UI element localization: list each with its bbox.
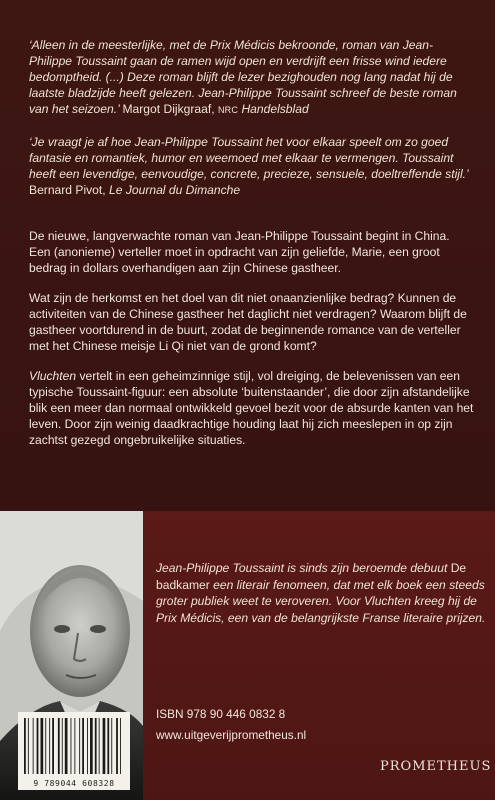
barcode-bar bbox=[62, 718, 63, 774]
barcode-bar bbox=[87, 718, 88, 774]
blurb-paragraph bbox=[29, 368, 474, 448]
quote-author: Bernard Pivot, bbox=[29, 183, 106, 197]
barcode-bar bbox=[116, 718, 118, 774]
barcode-bar bbox=[103, 718, 106, 774]
bio-text: een literair fenomeen, dat met elk boek een steeds groter publiek weet te veroveren. Voor Vluchten kreeg hij de Prix Médicis, een van de belangrijkste Franse literaire prijzen. bbox=[156, 577, 486, 625]
book-title: Vluchten bbox=[29, 369, 77, 383]
barcode-digits: 9 789044 608328 bbox=[33, 779, 115, 788]
review-quote bbox=[29, 134, 474, 198]
review-quote bbox=[29, 37, 474, 118]
author-bio bbox=[156, 560, 486, 626]
barcode-bar bbox=[90, 718, 93, 774]
blurb-paragraph-text: vertelt in een geheimzinnige stijl, vol dreiging, de belevenissen van een typische Toussaint-figuur: een absolute ‘buitenstaander’, die door zijn afstandelijke blik een meer dan normaal ontwikkeld gevoel bezit voor de absurde kanten van het leven. Door zijn weinig daadkrachtige houding laat hij zich meeslepen in op zijn zachtst gezegd ongebruikelijke situaties. bbox=[29, 369, 474, 447]
barcode bbox=[18, 712, 130, 790]
barcode-bar bbox=[111, 718, 112, 774]
bio-text: Jean-Philippe Toussaint is sinds zijn beroemde debuut bbox=[156, 561, 451, 575]
barcode-bar bbox=[82, 718, 84, 774]
barcode-bar bbox=[52, 718, 54, 774]
barcode-bars bbox=[18, 712, 130, 778]
barcode-bar bbox=[65, 718, 68, 774]
barcode-bar bbox=[49, 718, 50, 774]
quote-text: ‘Alleen in de meesterlijke, met de Prix Médicis bekroonde, roman van Jean-Philippe Toussaint gaan de ramen wijd open en verdrijft een frisse wind iedere bedomptheid. (...) Deze roman blijft de lezer bezighouden nog lang nadat hij de laatste bladzijde heeft gelezen. Jean-Philippe Toussaint schreef de beste roman van het seizoen.’ bbox=[29, 38, 457, 116]
barcode-bar bbox=[58, 718, 60, 774]
blurb-paragraph: Wat zijn de herkomst en het doel van dit niet onaanzienlijke bedrag? Kunnen de activiteiten van de Chinese gastheer het daglicht niet verdragen? Waarom blijft de gastheer voortdurend in de buurt, zodat de beginnende romance van de verteller met het Chinese meisje Li Qi niet van de grond komt? bbox=[29, 291, 467, 353]
blurb-paragraph: De nieuwe, langverwachte roman van Jean-Philippe Toussaint begint in China. Een (anonieme) verteller moet in opdracht van zijn geliefde, Marie, een groot bedrag in dollars overhandigen aan zijn Chinese gastheer. bbox=[29, 229, 450, 275]
barcode-bar bbox=[120, 718, 121, 774]
quote-source: Le Journal du Dimanche bbox=[109, 183, 241, 197]
barcode-bar bbox=[41, 718, 44, 774]
barcode-bar bbox=[79, 718, 80, 774]
barcode-bar bbox=[33, 718, 34, 774]
barcode-bar bbox=[74, 718, 75, 774]
barcode-bar bbox=[95, 718, 97, 774]
isbn: ISBN 978 90 446 0832 8 bbox=[156, 707, 286, 721]
quote-text: ‘Je vraagt je af hoe Jean-Philippe Toussaint het voor elkaar speelt om zo goed fantasie en romantiek, humor en weemoed met elkaar te vermengen. Toussaint heeft een levendige, eenvoudige, concrete, precieze, sensuele, doeltreffende stijl.’ bbox=[29, 135, 469, 181]
debut-title: De badkamer bbox=[156, 561, 467, 592]
publisher-url[interactable]: www.uitgeverijprometheus.nl bbox=[156, 728, 307, 742]
barcode-bar bbox=[24, 718, 26, 774]
publisher-logo: PROMETHEUS bbox=[380, 759, 492, 774]
quote-source: Handelsblad bbox=[241, 102, 309, 116]
barcode-bar bbox=[28, 718, 29, 774]
barcode-bar bbox=[99, 718, 100, 774]
barcode-bar bbox=[37, 718, 39, 774]
review-quotes bbox=[29, 37, 474, 214]
barcode-bar bbox=[107, 718, 109, 774]
quote-source-prefix: NRC bbox=[217, 105, 239, 115]
blurb bbox=[29, 228, 474, 462]
barcode-bar bbox=[45, 718, 46, 774]
barcode-bar bbox=[71, 718, 72, 774]
quote-author: Margot Dijkgraaf, bbox=[122, 102, 215, 116]
